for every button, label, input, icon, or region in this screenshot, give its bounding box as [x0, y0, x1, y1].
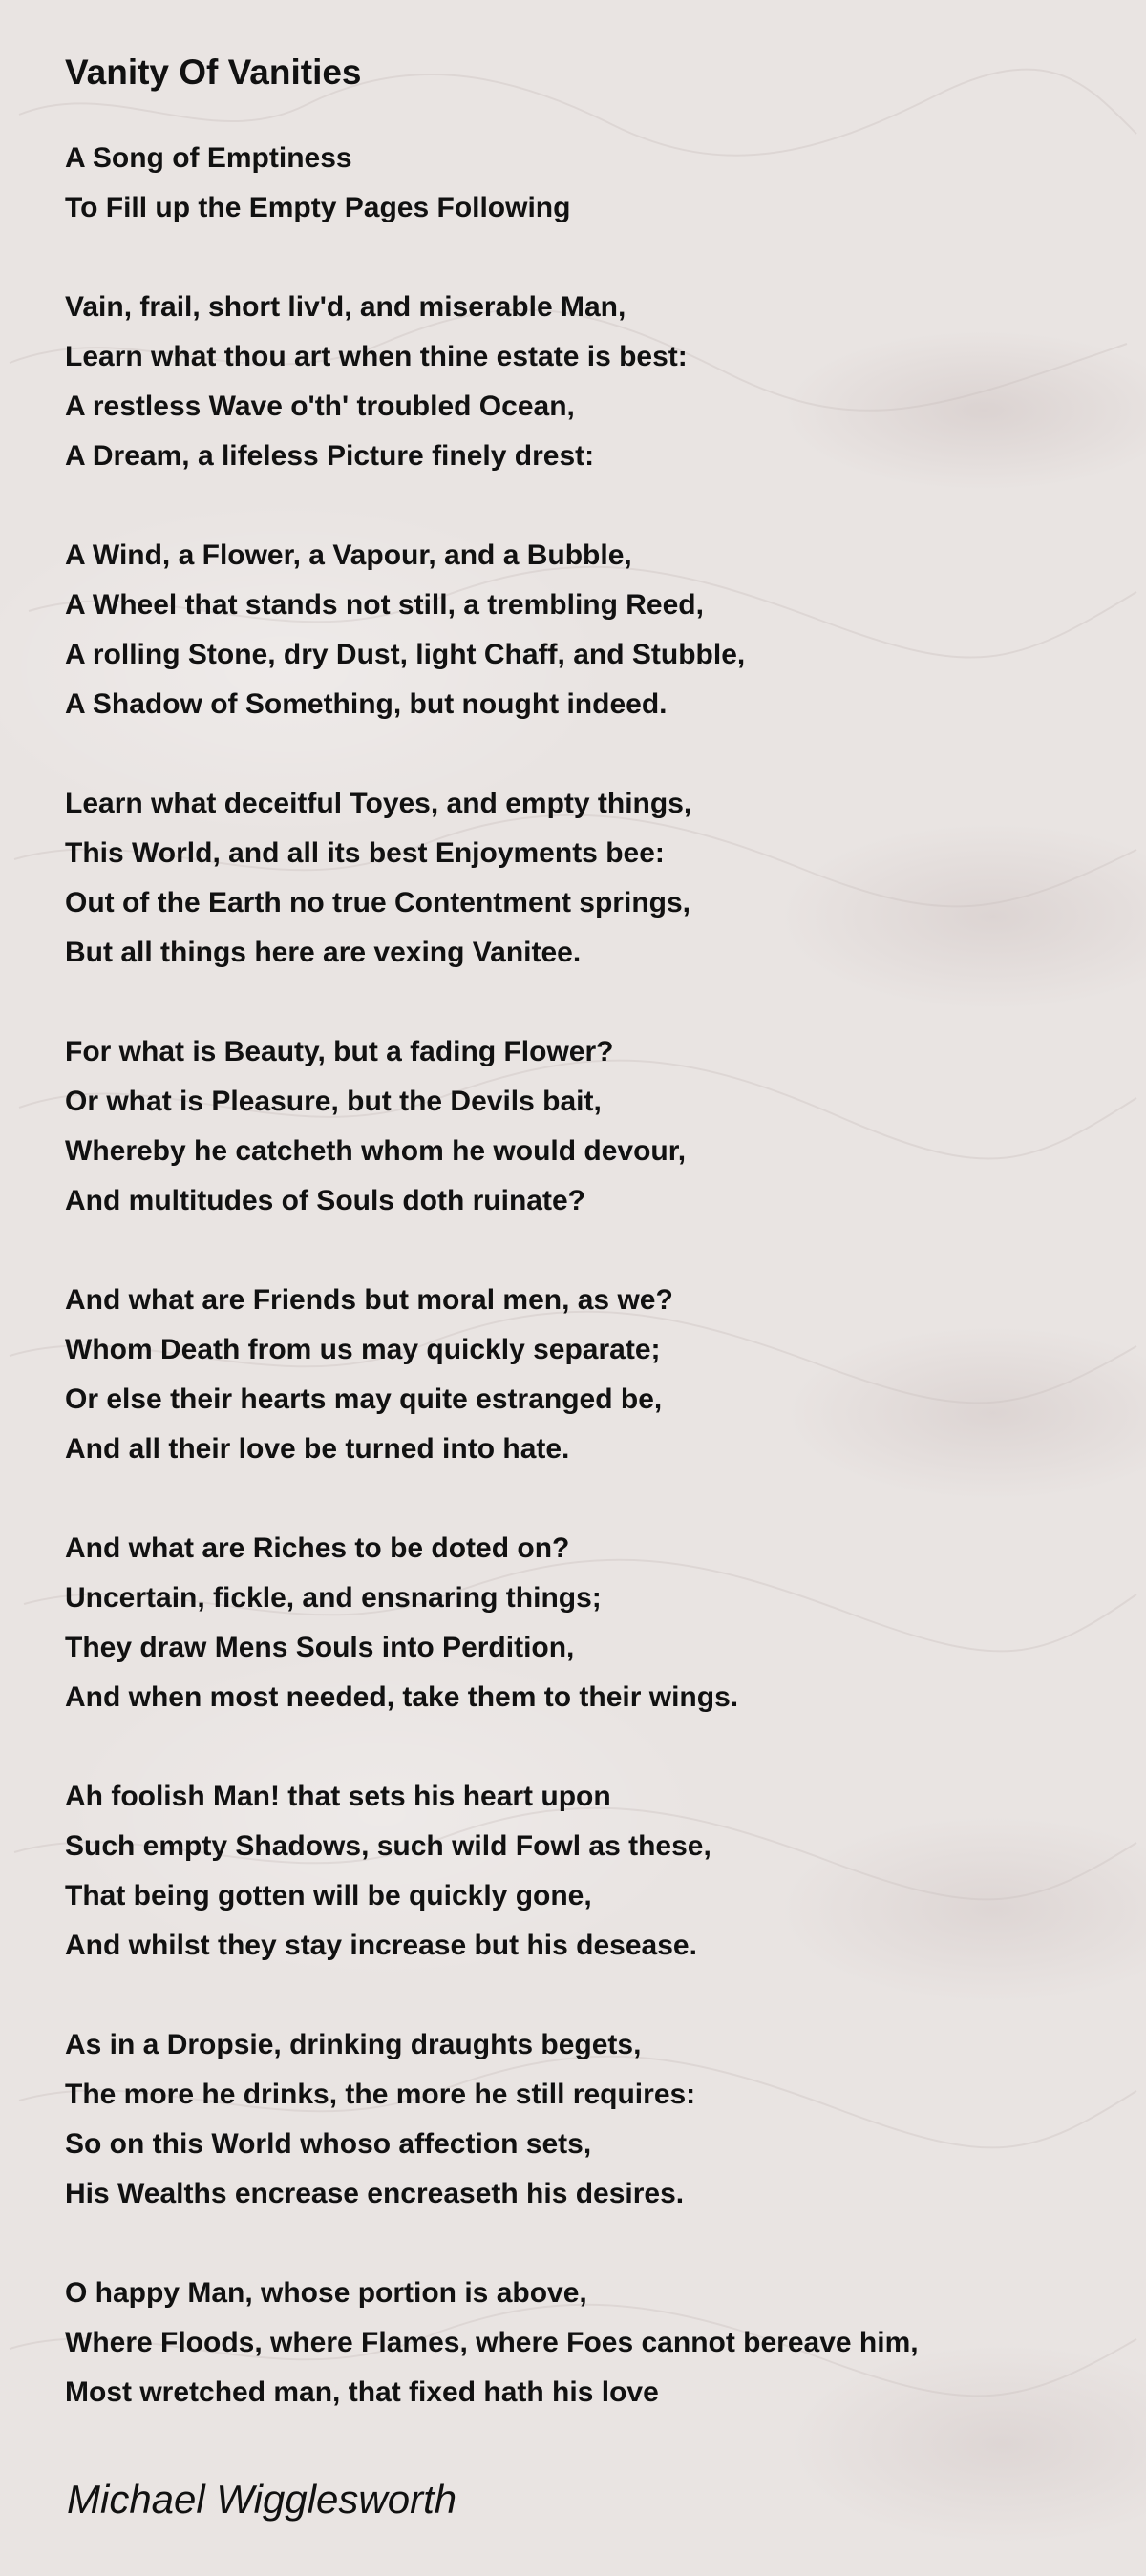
poem-line: Where Floods, where Flames, where Foes cannot bereave him,: [65, 2327, 919, 2358]
poem-line: His Wealths encrease encreaseth his desires.: [65, 2178, 685, 2209]
poem-line: A Wheel that stands not still, a trembling Reed,: [65, 589, 704, 621]
poem-line: Whereby he catcheth whom he would devour,: [65, 1135, 687, 1167]
poem-line: And what are Riches to be doted on?: [65, 1532, 570, 1564]
poem-line: And when most needed, take them to their wings.: [65, 1681, 739, 1713]
poem-line: Most wretched man, that fixed hath his love: [65, 2376, 659, 2408]
poem-stanza: [65, 2269, 1096, 2418]
poem-line: A Wind, a Flower, a Vapour, and a Bubble,: [65, 539, 632, 571]
poem-line: But all things here are vexing Vanitee.: [65, 937, 582, 968]
poem-content: [65, 50, 1096, 2467]
poem-stanza: [65, 283, 1096, 481]
poem-line: To Fill up the Empty Pages Following: [65, 192, 571, 223]
poem-stanza: [65, 2020, 1096, 2219]
poem-line: A Dream, a lifeless Picture finely drest:: [65, 440, 595, 472]
poem-line: Vain, frail, short liv'd, and miserable Man,: [65, 291, 626, 323]
poem-line: And all their love be turned into hate.: [65, 1433, 570, 1465]
poem-line: Learn what deceitful Toyes, and empty things,: [65, 788, 692, 819]
poem-line: Or else their hearts may quite estranged be,: [65, 1383, 663, 1415]
poem-line: And multitudes of Souls doth ruinate?: [65, 1185, 585, 1216]
poem-line: And whilst they stay increase but his desease.: [65, 1930, 697, 1961]
poem-stanza: [65, 134, 1096, 233]
poem-line: This World, and all its best Enjoyments bee:: [65, 837, 665, 869]
poem-line: They draw Mens Souls into Perdition,: [65, 1632, 575, 1663]
poem-line: A rolling Stone, dry Dust, light Chaff, and Stubble,: [65, 639, 746, 670]
poem-stanza: [65, 1524, 1096, 1722]
poem-line: As in a Dropsie, drinking draughts begets,: [65, 2029, 642, 2060]
poem-line: Such empty Shadows, such wild Fowl as these,: [65, 1830, 711, 1862]
poem-stanza: [65, 1276, 1096, 1474]
poem-stanza: [65, 531, 1096, 729]
poem-stanza: [65, 1772, 1096, 1971]
poem-line: Whom Death from us may quickly separate;: [65, 1334, 661, 1365]
poem-stanza: [65, 779, 1096, 978]
poem-line: Out of the Earth no true Contentment springs,: [65, 887, 690, 918]
poem-line: Learn what thou art when thine estate is best:: [65, 341, 688, 372]
poem-stanza: [65, 1027, 1096, 1226]
poem-title: Vanity Of Vanities: [65, 53, 362, 92]
poem-line: So on this World whoso affection sets,: [65, 2128, 592, 2160]
poem-line: A Shadow of Something, but nought indeed.: [65, 688, 668, 720]
poem-line: O happy Man, whose portion is above,: [65, 2277, 587, 2309]
poem-body: [65, 134, 1096, 2418]
poem-line: And what are Friends but moral men, as we?: [65, 1284, 673, 1316]
poem-line: Ah foolish Man! that sets his heart upon: [65, 1781, 611, 1812]
poem-line: Or what is Pleasure, but the Devils bait,: [65, 1086, 602, 1117]
poem-line: For what is Beauty, but a fading Flower?: [65, 1036, 614, 1067]
poem-line: A restless Wave o'th' troubled Ocean,: [65, 391, 575, 422]
poem-author: Michael Wigglesworth: [67, 2477, 457, 2522]
poem-line: The more he drinks, the more he still requires:: [65, 2079, 696, 2110]
poem-line: A Song of Emptiness: [65, 142, 352, 174]
poem-line: That being gotten will be quickly gone,: [65, 1880, 592, 1911]
poem-line: Uncertain, fickle, and ensnaring things;: [65, 1582, 602, 1614]
